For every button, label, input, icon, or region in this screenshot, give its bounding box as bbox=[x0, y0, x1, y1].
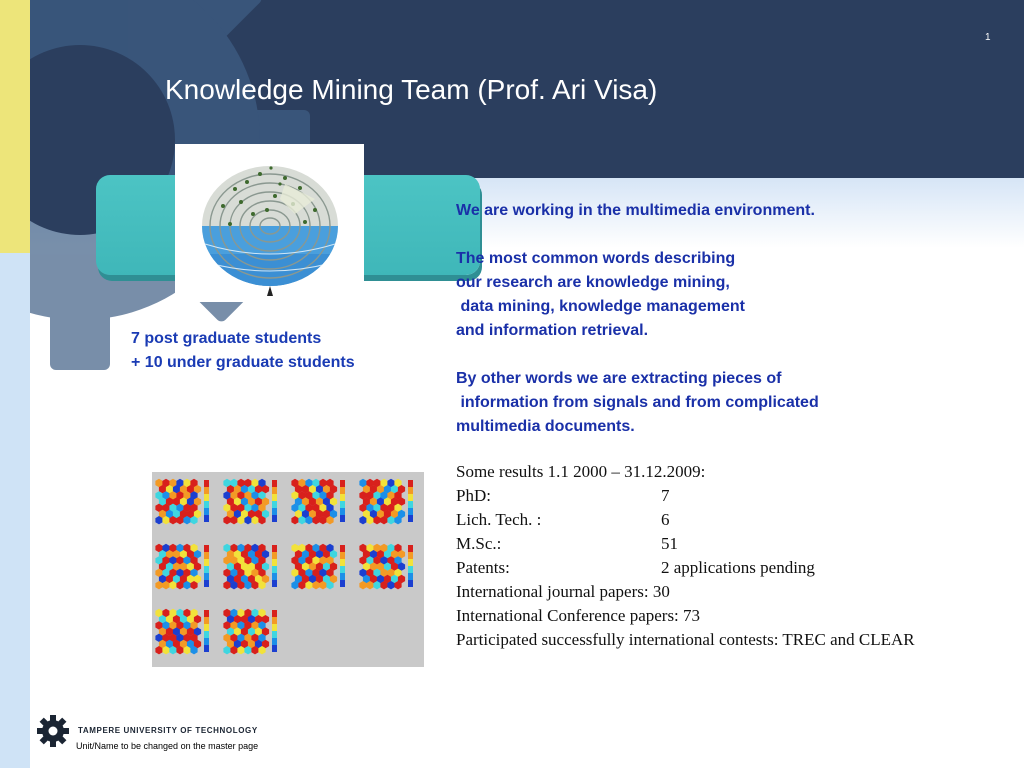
som-colorbar-segment bbox=[340, 573, 345, 580]
som-colorbar-segment bbox=[340, 515, 345, 522]
som-colorbar-segment bbox=[272, 610, 277, 617]
results-value: 6 bbox=[661, 510, 670, 529]
som-colorbar-segment bbox=[408, 545, 413, 552]
research-description bbox=[456, 199, 936, 439]
som-map-panel bbox=[291, 479, 345, 525]
results-row-phd bbox=[456, 484, 956, 508]
som-colorbar-segment bbox=[204, 480, 209, 487]
students-line-2: + 10 under graduate students bbox=[131, 354, 355, 371]
som-colorbar-segment bbox=[204, 573, 209, 580]
som-colorbar-segment bbox=[272, 566, 277, 573]
som-colorbar-segment bbox=[408, 552, 413, 559]
som-colorbar-segment bbox=[340, 494, 345, 501]
som-colorbar-segment bbox=[272, 559, 277, 566]
results-section bbox=[456, 460, 956, 652]
som-colorbar-segment bbox=[340, 508, 345, 515]
page-number: 1 bbox=[985, 32, 991, 43]
students-text bbox=[131, 327, 355, 375]
som-colorbar-segment bbox=[204, 552, 209, 559]
som-colorbar-segment bbox=[340, 501, 345, 508]
som-colorbar-segment bbox=[204, 559, 209, 566]
som-colorbar-segment bbox=[204, 638, 209, 645]
som-colorbar-segment bbox=[272, 580, 277, 587]
som-colorbar-segment bbox=[204, 631, 209, 638]
som-colorbar-segment bbox=[340, 552, 345, 559]
som-map-panel bbox=[359, 479, 413, 525]
info-line: multimedia documents. bbox=[456, 418, 635, 435]
som-colorbar-segment bbox=[408, 515, 413, 522]
info-line: We are working in the multimedia environment. bbox=[456, 202, 815, 219]
som-colorbar-segment bbox=[204, 501, 209, 508]
som-colorbar-segment bbox=[272, 545, 277, 552]
som-colorbar-segment bbox=[272, 494, 277, 501]
results-row-msc bbox=[456, 532, 956, 556]
som-colorbar-segment bbox=[204, 566, 209, 573]
som-colorbar-segment bbox=[272, 515, 277, 522]
som-colorbar-segment bbox=[272, 617, 277, 624]
results-journal: International journal papers: 30 bbox=[456, 582, 670, 601]
som-colorbar-segment bbox=[272, 624, 277, 631]
som-colorbar-segment bbox=[408, 501, 413, 508]
results-label: Lich. Tech. : bbox=[456, 510, 542, 529]
results-label: PhD: bbox=[456, 486, 491, 505]
som-colorbar-segment bbox=[408, 508, 413, 515]
som-colorbar-segment bbox=[408, 573, 413, 580]
som-map-panel bbox=[359, 544, 413, 590]
som-colorbar-segment bbox=[408, 480, 413, 487]
som-colorbar-segment bbox=[272, 645, 277, 652]
som-map-panel bbox=[223, 479, 277, 525]
unit-name: Unit/Name to be changed on the master page bbox=[76, 741, 259, 751]
som-colorbar-segment bbox=[408, 559, 413, 566]
results-contests: Participated successfully international contests: TREC and CLEAR bbox=[456, 630, 915, 649]
som-colorbar-segment bbox=[340, 559, 345, 566]
page-title: Knowledge Mining Team (Prof. Ari Visa) bbox=[165, 74, 658, 105]
som-colorbar-segment bbox=[204, 610, 209, 617]
som-map-panel bbox=[223, 609, 277, 655]
info-line: information from signals and from complicated bbox=[456, 394, 819, 411]
som-map-panel bbox=[223, 544, 277, 590]
som-colorbar-segment bbox=[204, 645, 209, 652]
left-accent-strip-yellow bbox=[0, 0, 30, 253]
som-colorbar-segment bbox=[340, 480, 345, 487]
som-colorbar-segment bbox=[204, 545, 209, 552]
som-colorbar-segment bbox=[272, 552, 277, 559]
som-colorbar-segment bbox=[204, 580, 209, 587]
results-value: 51 bbox=[661, 534, 678, 553]
university-name: TAMPERE UNIVERSITY OF TECHNOLOGY bbox=[78, 726, 258, 735]
results-conference: International Conference papers: 73 bbox=[456, 606, 701, 625]
info-line: The most common words describing bbox=[456, 250, 736, 267]
som-colorbar-segment bbox=[272, 480, 277, 487]
som-map-panel bbox=[155, 609, 209, 655]
som-colorbar-segment bbox=[272, 573, 277, 580]
left-accent-strip-blue bbox=[0, 253, 30, 768]
som-colorbar-segment bbox=[340, 545, 345, 552]
students-line-1: 7 post graduate students bbox=[131, 330, 322, 347]
info-line: data mining, knowledge management bbox=[456, 298, 745, 315]
som-colorbar-segment bbox=[272, 631, 277, 638]
results-heading: Some results 1.1 2000 – 31.12.2009: bbox=[456, 462, 706, 481]
som-colorbar-segment bbox=[204, 487, 209, 494]
som-colorbar-segment bbox=[340, 580, 345, 587]
results-value: 2 applications pending bbox=[661, 558, 815, 577]
info-line: and information retrieval. bbox=[456, 322, 649, 339]
som-colorbar-segment bbox=[408, 580, 413, 587]
university-gear-logo-icon bbox=[37, 715, 69, 747]
som-colorbar-segment bbox=[204, 508, 209, 515]
som-map-panel bbox=[155, 479, 209, 525]
som-colorbar-segment bbox=[272, 638, 277, 645]
som-colorbar-segment bbox=[408, 494, 413, 501]
som-colorbar-segment bbox=[204, 515, 209, 522]
som-map-panel bbox=[291, 544, 345, 590]
results-row-lich bbox=[456, 508, 956, 532]
som-colorbar-segment bbox=[272, 487, 277, 494]
som-colorbar-segment bbox=[272, 508, 277, 515]
som-colorbar-segment bbox=[340, 566, 345, 573]
som-colorbar-segment bbox=[272, 501, 277, 508]
som-map-panel bbox=[155, 544, 209, 590]
som-colorbar-segment bbox=[204, 624, 209, 631]
results-row-patents bbox=[456, 556, 956, 580]
som-colorbar-segment bbox=[408, 566, 413, 573]
som-maps-figure bbox=[152, 472, 424, 667]
info-line: our research are knowledge mining, bbox=[456, 274, 730, 291]
results-value: 7 bbox=[661, 486, 670, 505]
info-line: By other words we are extracting pieces of bbox=[456, 370, 782, 387]
som-colorbar-segment bbox=[204, 617, 209, 624]
som-colorbar-segment bbox=[204, 494, 209, 501]
som-colorbar-segment bbox=[408, 487, 413, 494]
som-colorbar-segment bbox=[340, 487, 345, 494]
results-label: Patents: bbox=[456, 558, 510, 577]
results-label: M.Sc.: bbox=[456, 534, 502, 553]
globe-visualization-image bbox=[175, 144, 364, 302]
